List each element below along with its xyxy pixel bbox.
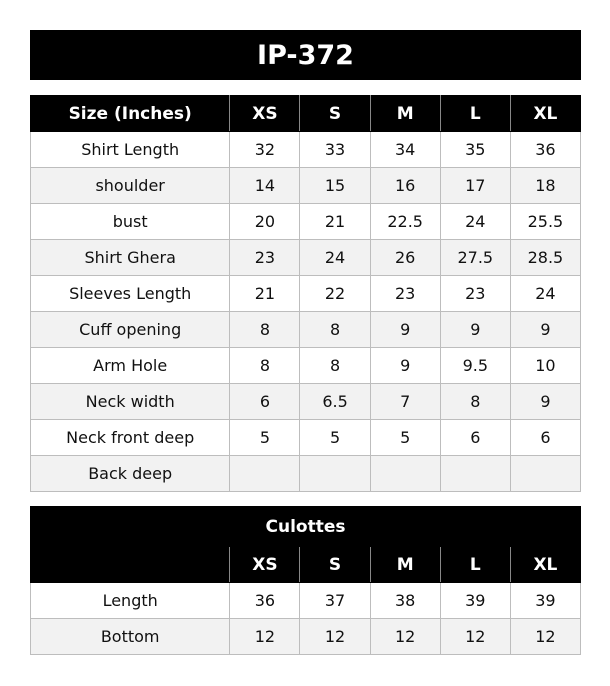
header-cell: XS bbox=[230, 547, 300, 583]
culottes-title-row bbox=[31, 507, 581, 547]
measurement-cell: 32 bbox=[230, 132, 300, 168]
measurement-cell bbox=[230, 456, 300, 492]
measurement-cell: 37 bbox=[300, 583, 370, 619]
measurement-cell: 27.5 bbox=[440, 240, 510, 276]
measurement-cell: 16 bbox=[370, 168, 440, 204]
culottes-header-row bbox=[31, 547, 581, 583]
measurement-cell: 10 bbox=[510, 348, 580, 384]
header-cell: XL bbox=[510, 547, 580, 583]
measurement-cell bbox=[440, 456, 510, 492]
page-title: IP-372 bbox=[30, 30, 581, 80]
table-row bbox=[31, 619, 581, 655]
measurement-cell: 23 bbox=[440, 276, 510, 312]
measurement-cell: 35 bbox=[440, 132, 510, 168]
measurement-cell: 12 bbox=[230, 619, 300, 655]
table-row bbox=[31, 168, 581, 204]
measurement-cell: 8 bbox=[300, 312, 370, 348]
measurement-cell: 12 bbox=[440, 619, 510, 655]
measurement-cell: 28.5 bbox=[510, 240, 580, 276]
measurement-cell: 5 bbox=[370, 420, 440, 456]
measurement-cell: 12 bbox=[370, 619, 440, 655]
measurement-cell: 21 bbox=[230, 276, 300, 312]
measurement-cell: 12 bbox=[300, 619, 370, 655]
measurement-cell: 12 bbox=[510, 619, 580, 655]
measurement-cell: 9 bbox=[510, 384, 580, 420]
row-label: Neck width bbox=[31, 384, 230, 420]
row-label: Arm Hole bbox=[31, 348, 230, 384]
measurement-cell: 6.5 bbox=[300, 384, 370, 420]
table-row bbox=[31, 132, 581, 168]
measurement-cell: 36 bbox=[510, 132, 580, 168]
measurement-cell: 22 bbox=[300, 276, 370, 312]
measurement-cell: 8 bbox=[230, 348, 300, 384]
measurement-cell: 24 bbox=[440, 204, 510, 240]
header-cell: XS bbox=[230, 96, 300, 132]
culottes-table bbox=[30, 506, 581, 655]
measurement-cell: 18 bbox=[510, 168, 580, 204]
table-row bbox=[31, 276, 581, 312]
row-label: Cuff opening bbox=[31, 312, 230, 348]
measurement-cell: 17 bbox=[440, 168, 510, 204]
measurement-cell: 39 bbox=[510, 583, 580, 619]
measurement-cell bbox=[370, 456, 440, 492]
measurement-cell: 6 bbox=[440, 420, 510, 456]
row-label: bust bbox=[31, 204, 230, 240]
measurement-cell: 39 bbox=[440, 583, 510, 619]
table-row bbox=[31, 384, 581, 420]
table-row bbox=[31, 583, 581, 619]
measurement-cell: 15 bbox=[300, 168, 370, 204]
measurement-cell: 6 bbox=[510, 420, 580, 456]
measurement-cell: 38 bbox=[370, 583, 440, 619]
measurement-cell: 9 bbox=[510, 312, 580, 348]
table-row bbox=[31, 456, 581, 492]
table-row bbox=[31, 240, 581, 276]
measurement-cell: 9 bbox=[440, 312, 510, 348]
header-cell: L bbox=[440, 96, 510, 132]
measurement-cell: 5 bbox=[300, 420, 370, 456]
table-row bbox=[31, 420, 581, 456]
measurement-cell bbox=[300, 456, 370, 492]
measurement-cell: 7 bbox=[370, 384, 440, 420]
measurement-cell: 21 bbox=[300, 204, 370, 240]
measurement-cell: 6 bbox=[230, 384, 300, 420]
measurement-cell: 23 bbox=[230, 240, 300, 276]
header-cell: M bbox=[370, 547, 440, 583]
size-chart-header-row bbox=[31, 96, 581, 132]
measurement-cell: 24 bbox=[510, 276, 580, 312]
row-label: Shirt Ghera bbox=[31, 240, 230, 276]
row-label: Back deep bbox=[31, 456, 230, 492]
row-label: Neck front deep bbox=[31, 420, 230, 456]
row-label: Length bbox=[31, 583, 230, 619]
measurement-cell: 8 bbox=[440, 384, 510, 420]
table-row bbox=[31, 204, 581, 240]
header-cell: Size (Inches) bbox=[31, 96, 230, 132]
header-cell: S bbox=[300, 96, 370, 132]
measurement-cell: 22.5 bbox=[370, 204, 440, 240]
measurement-cell: 9 bbox=[370, 348, 440, 384]
row-label: shoulder bbox=[31, 168, 230, 204]
size-chart-table bbox=[30, 95, 581, 492]
measurement-cell: 26 bbox=[370, 240, 440, 276]
row-label: Shirt Length bbox=[31, 132, 230, 168]
table-row bbox=[31, 348, 581, 384]
measurement-cell: 24 bbox=[300, 240, 370, 276]
measurement-cell: 8 bbox=[230, 312, 300, 348]
measurement-cell: 23 bbox=[370, 276, 440, 312]
header-cell: S bbox=[300, 547, 370, 583]
row-label: Bottom bbox=[31, 619, 230, 655]
measurement-cell: 25.5 bbox=[510, 204, 580, 240]
measurement-cell: 36 bbox=[230, 583, 300, 619]
header-cell: XL bbox=[510, 96, 580, 132]
measurement-cell: 14 bbox=[230, 168, 300, 204]
measurement-cell: 5 bbox=[230, 420, 300, 456]
header-cell: L bbox=[440, 547, 510, 583]
row-label: Sleeves Length bbox=[31, 276, 230, 312]
measurement-cell: 34 bbox=[370, 132, 440, 168]
table-row bbox=[31, 312, 581, 348]
culottes-title: Culottes bbox=[31, 507, 581, 547]
measurement-cell: 8 bbox=[300, 348, 370, 384]
measurement-cell: 9 bbox=[370, 312, 440, 348]
measurement-cell: 9.5 bbox=[440, 348, 510, 384]
measurement-cell: 20 bbox=[230, 204, 300, 240]
measurement-cell bbox=[510, 456, 580, 492]
measurement-cell: 33 bbox=[300, 132, 370, 168]
header-cell: M bbox=[370, 96, 440, 132]
header-cell bbox=[31, 547, 230, 583]
